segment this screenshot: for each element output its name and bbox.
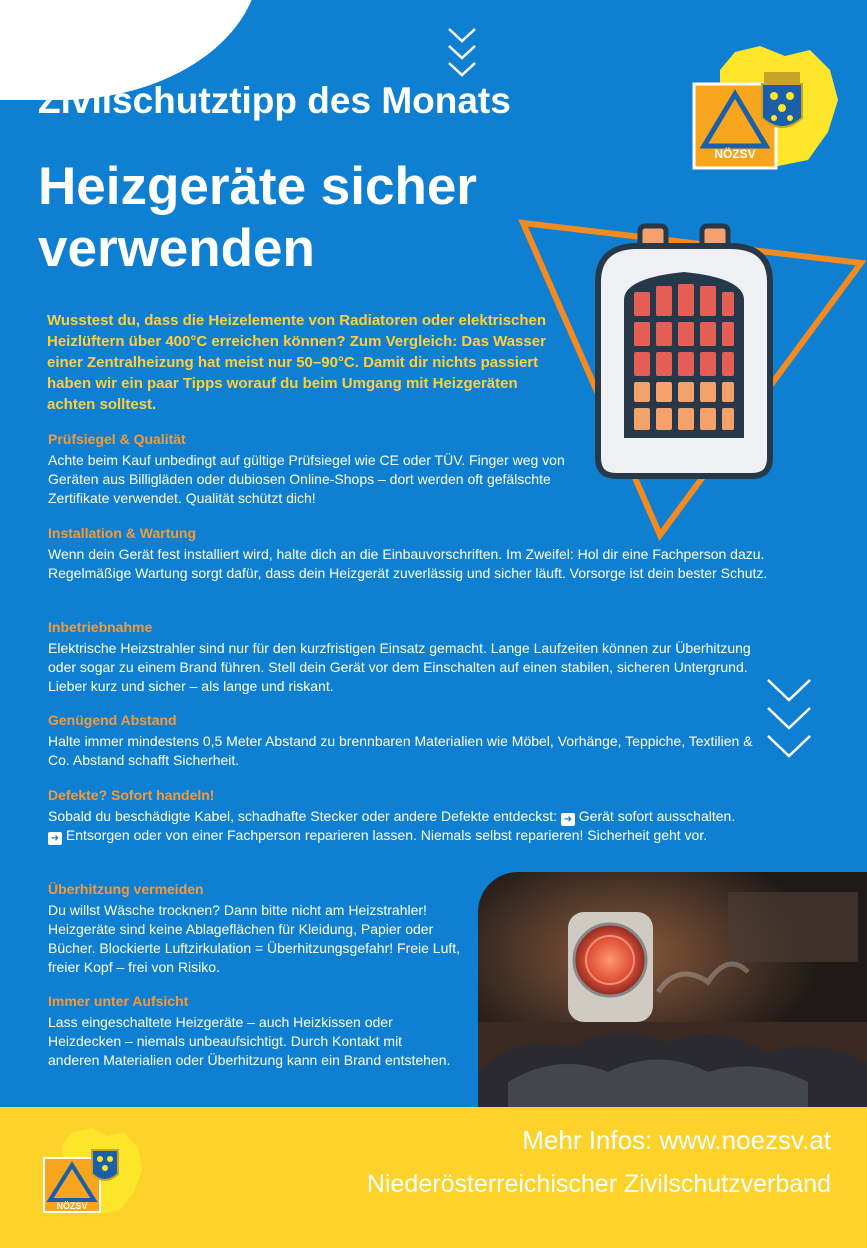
chevron-down-icon — [446, 26, 478, 82]
section-inbetriebnahme — [48, 618, 778, 696]
section-body: Du willst Wäsche trocknen? Dann bitte nicht am Heizstrahler! Heizgeräte sind keine Ablageflächen für Kleidung, Papier oder Bücher. Blockierte Luftzirkulation = Überhitzungsgefahr! Freie Luft, freier Kopf – frei von Risiko. — [48, 902, 461, 975]
section-body: Wenn dein Gerät fest installiert wird, halte dich an die Einbauvorschriften. Im Zweifel: Hol dir eine Fachperson dazu. Regelmäßige Wartung sorgt dafür, dass dein Heizgerät zuverlässig und sicher läuft. Vorsorge ist dein bester Schutz. — [48, 546, 768, 581]
section-ueberhitzung — [48, 880, 476, 977]
section-heading: Inbetriebnahme — [48, 619, 153, 635]
section-pruefsiegel — [48, 430, 588, 508]
section-defekte — [48, 786, 753, 845]
footer-org: Niederösterreichischer Zivilschutzverband — [366, 1170, 831, 1198]
kicker-title: Zivilschutztipp des Monats — [38, 80, 511, 121]
section-heading: Immer unter Aufsicht — [48, 993, 189, 1009]
section-heading: Prüfsiegel & Qualität — [48, 431, 186, 447]
logo-label: NÖZSV — [714, 147, 756, 161]
heater-photo — [478, 872, 867, 1108]
noezsv-logo — [42, 1126, 142, 1216]
section-heading: Defekte? Sofort handeln! — [48, 787, 215, 803]
body-part: Gerät sofort ausschalten. — [578, 808, 736, 824]
arrow-right-icon: ➜ — [561, 813, 575, 826]
section-installation — [48, 524, 778, 583]
section-body: Halte immer mindestens 0,5 Meter Abstand zu brennbaren Materialien wie Möbel, Vorhänge, Teppiche, Textilien & Co. Abstand schafft Sicherheit. — [48, 733, 753, 768]
noezsv-logo — [690, 42, 840, 172]
section-body: Elektrische Heizstrahler sind nur für den kurzfristigen Einsatz gemacht. Lange Laufzeiten können zur Überhitzung oder sogar zu einem Brand führen. Stell dein Gerät vor dem Einschalten auf einen stabilen, sicheren Untergrund. Lieber kurz und sicher – als lange und riskant. — [48, 640, 751, 694]
section-abstand — [48, 711, 778, 770]
logo-label: NÖZSV — [56, 1201, 88, 1211]
footer-info: Mehr Infos: www.noezsv.at — [522, 1125, 831, 1155]
arrow-right-icon: ➜ — [48, 832, 62, 845]
section-body: Lass eingeschaltete Heizgeräte – auch Heizkissen oder Heizdecken – niemals unbeaufsichtigt. Durch Kontakt mit anderen Materialien oder Überhitzung kann ein Brand entstehen. — [48, 1014, 451, 1068]
section-heading: Installation & Wartung — [48, 525, 197, 541]
section-heading: Genügend Abstand — [48, 712, 177, 728]
section-aufsicht — [48, 992, 453, 1070]
section-body: Achte beim Kauf unbedingt auf gültige Prüfsiegel wie CE oder TÜV. Finger weg von Geräten aus Billigläden oder dubiosen Online-Shops – dort werden oft gefälschte Zertifikate verwendet. Qualität schützt dich! — [48, 452, 565, 506]
section-heading: Überhitzung vermeiden — [48, 881, 204, 897]
body-part: Entsorgen oder von einer Fachperson reparieren lassen. Niemals selbst reparieren! Sicherheit geht vor. — [65, 827, 708, 843]
section-body — [48, 807, 753, 845]
body-part: Sobald du beschädigte Kabel, schadhafte Stecker oder andere Defekte entdeckst: — [48, 808, 561, 824]
page-title: Heizgeräte sicher verwenden — [38, 157, 477, 278]
heater-icon — [588, 222, 780, 482]
intro-text: Wusstest du, dass die Heizelemente von Radiatoren oder elektrischen Heizlüftern über 400°C erreichen können? Zum Vergleich: Das Wasser einer Zentralheizung hat meist nur 50–90°C. Damit dir nichts passiert haben wir ein paar Tipps worauf du beim Umgang mit Heizgeräten achten solltest. — [47, 312, 547, 413]
